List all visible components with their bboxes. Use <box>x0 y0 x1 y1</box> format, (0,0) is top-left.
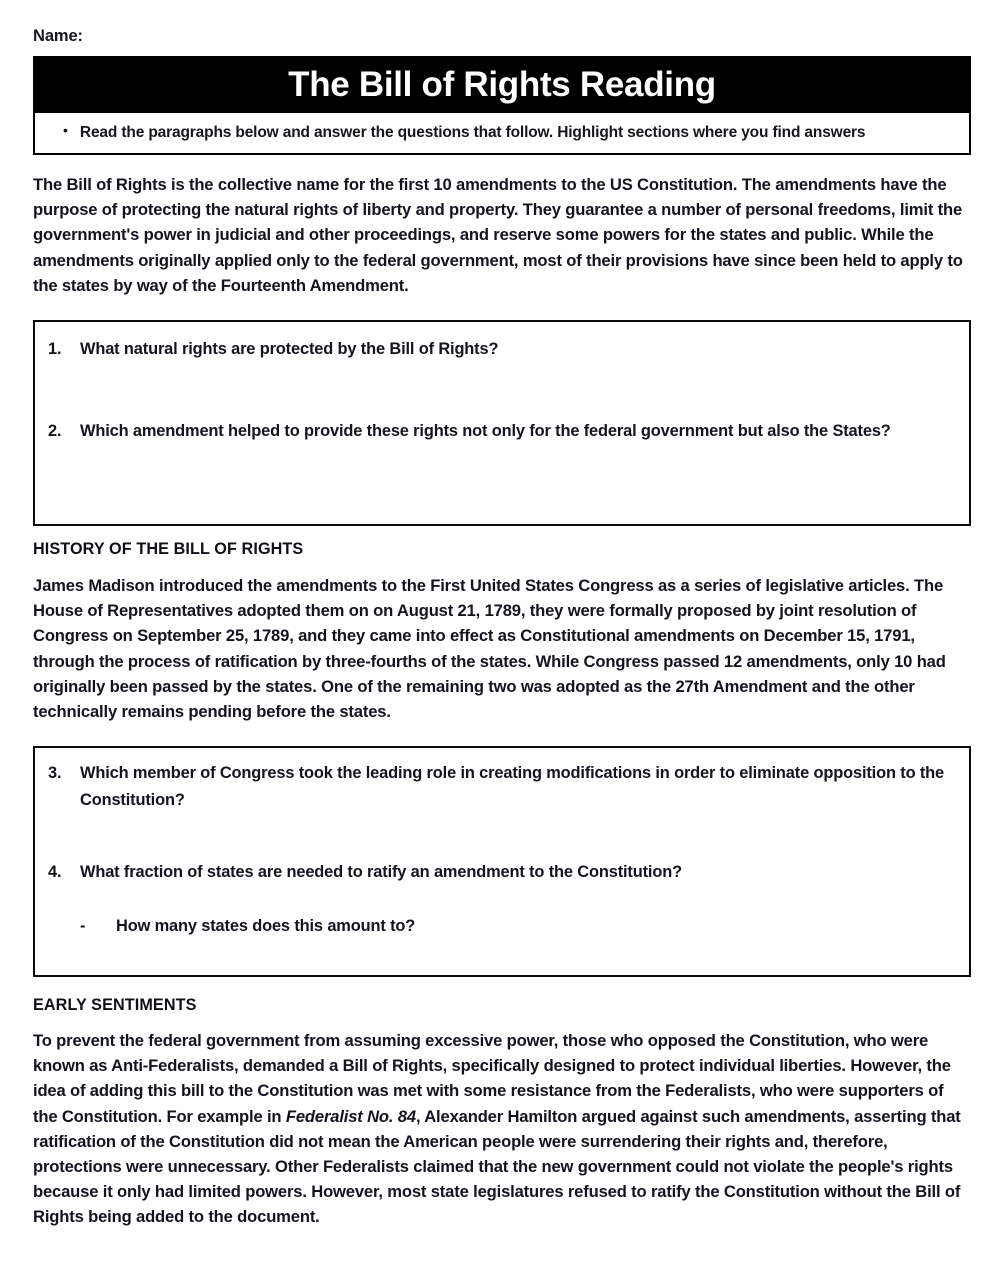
question-item <box>48 418 948 445</box>
page-title: The Bill of Rights Reading <box>288 65 716 104</box>
bullet-icon: • <box>63 122 68 138</box>
question-text: What fraction of states are needed to ratify an amendment to the Constitution? <box>80 863 682 881</box>
question-item <box>48 336 948 363</box>
name-field-label: Name: <box>33 27 83 45</box>
question-number: 1. <box>48 340 62 358</box>
instruction-text: Read the paragraphs below and answer the questions that follow. Highlight sections where you find answers <box>79 124 866 141</box>
question-number: 4. <box>48 863 62 881</box>
question-text: Which member of Congress took the leading role in creating modifications in order to eliminate opposition to the Constitution? <box>80 764 945 809</box>
federalist-citation: Federalist No. 84 <box>285 1106 416 1126</box>
early-paragraph-part-two: , Alexander Hamilton argued against such amendments, asserting that ratification of the Constitution did not mean the American people were surrendering their rights and, therefore, protections were unnecessary. Other Federalists claimed that the new government could not violate the people's rights because it only had limited powers. However, most state legislatures refused to ratify the Constitution without the Bill of Rights being added to the document. <box>33 1106 961 1227</box>
intro-paragraph: The Bill of Rights is the collective name for the first 10 amendments to the US Constitution. The amendments have the purpose of protecting the natural rights of liberty and property. They guarantee a number of personal freedoms, limit the government's power in judicial and other proceedings, and reserve some powers for the states and public. While the amendments originally applied only to the federal government, most of their provisions have since been held to apply to the states by way of the Fourteenth Amendment. <box>33 175 963 295</box>
history-paragraph: James Madison introduced the amendments to the First United States Congress as a series of legislative articles. The House of Representatives adopted them on on August 21, 1789, they were formally proposed by joint resolution of Congress on September 25, 1789, and they came into effect as Constitutional amendments on December 15, 1791, through the process of ratification by three-fourths of the states. While Congress passed 12 amendments, only 10 had originally been passed by the states. One of the remaining two was adopted as the 27th Amendment and the other technically remains pending before the states. <box>33 576 946 722</box>
early-sentiments-heading: EARLY SENTIMENTS <box>33 996 197 1014</box>
question-sub-item <box>80 913 940 940</box>
question-sub-text: How many states does this amount to? <box>116 917 416 935</box>
instruction-row <box>35 124 865 142</box>
dash-bullet-icon: - <box>80 917 86 935</box>
questions-box-two <box>33 746 971 977</box>
history-section-heading: HISTORY OF THE BILL OF RIGHTS <box>33 540 304 558</box>
worksheet-title-bar <box>33 56 971 113</box>
early-sentiments-paragraph <box>33 1028 971 1230</box>
question-item <box>48 859 948 886</box>
question-item <box>48 760 948 814</box>
question-text: Which amendment helped to provide these rights not only for the federal government but also the States? <box>80 422 891 440</box>
question-number: 3. <box>48 764 62 782</box>
question-text: What natural rights are protected by the Bill of Rights? <box>80 340 499 358</box>
early-paragraph-part-one: To prevent the federal government from assuming excessive power, those who opposed the Constitution, who were known as Anti-Federalists, demanded a Bill of Rights, specifically designed to protect individual liberties. However, the idea of adding this bill to the Constitution was met with some resistance from the Federalists, who were supporters of the Constitution. For example in <box>33 1031 951 1126</box>
questions-box-one <box>33 320 971 526</box>
question-number: 2. <box>48 422 62 440</box>
instruction-box <box>33 113 971 155</box>
